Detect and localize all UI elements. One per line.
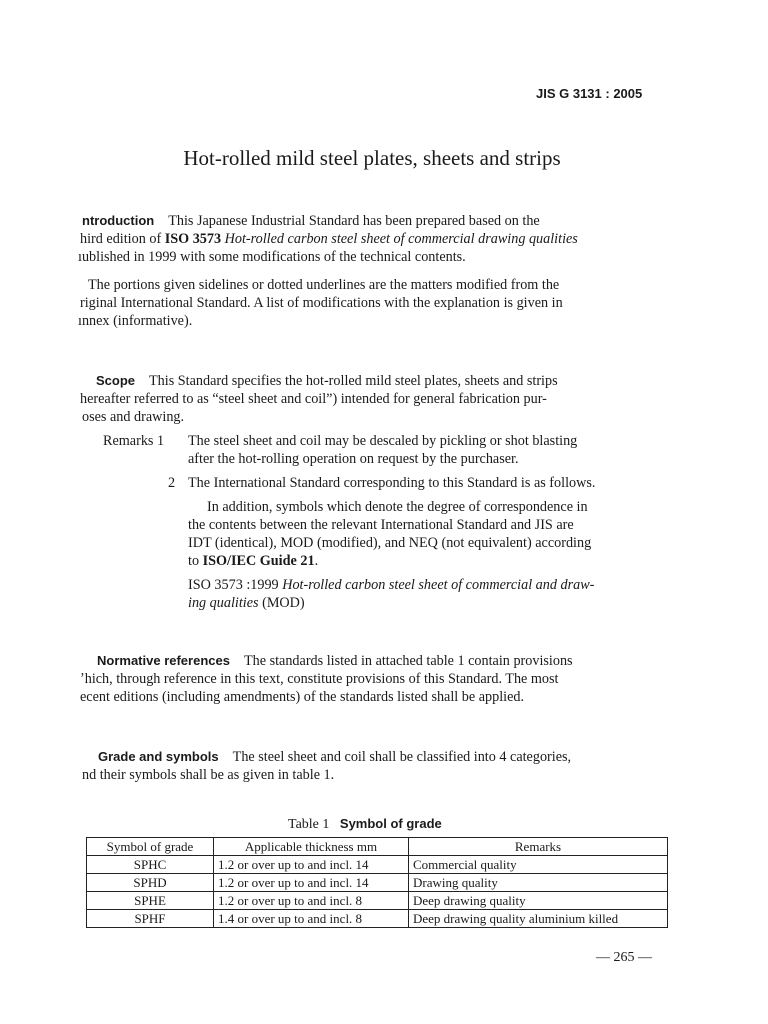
table-header-row	[87, 838, 668, 856]
cell-thickness: 1.4 or over up to and incl. 8	[214, 910, 409, 928]
cell-remarks: Deep drawing quality aluminium killed	[409, 910, 668, 928]
grade-table	[86, 837, 668, 928]
intro-p2-line-1: The portions given sidelines or dotted underlines are the matters modified from the	[88, 277, 560, 293]
iso-ref-line-1	[188, 576, 594, 594]
header-symbol: Symbol of grade	[87, 838, 214, 856]
intro-text: hird edition of	[80, 231, 165, 247]
scope-line-3: oses and drawing.	[82, 409, 185, 425]
header-thickness: Applicable thickness mm	[214, 838, 409, 856]
grades-line-2: nd their symbols shall be as given in table 1.	[82, 767, 335, 783]
intro-line-1	[82, 212, 540, 230]
scope-text: This Standard specifies the hot-rolled mild steel plates, sheets and strips	[149, 373, 558, 389]
grades-text: The steel sheet and coil shall be classified into 4 categories,	[232, 749, 572, 765]
cell-thickness: 1.2 or over up to and incl. 14	[214, 856, 409, 874]
iso-ref-title: Hot-rolled carbon steel sheet of commercial and draw-	[282, 577, 595, 593]
cell-remarks: Commercial quality	[409, 856, 668, 874]
remark2-detail-4	[188, 552, 318, 570]
remark2-detail-1: In addition, symbols which denote the degree of correspondence in	[207, 499, 588, 515]
period: .	[314, 553, 319, 569]
intro-text: This Japanese Industrial Standard has been prepared based on the	[168, 213, 540, 229]
normative-line-1	[97, 652, 573, 670]
intro-heading: ntroduction	[82, 213, 155, 228]
remark2-number: 2	[168, 475, 176, 491]
remark1-line-2: after the hot-rolling operation on request by the purchaser.	[188, 451, 519, 467]
intro-line-2	[80, 230, 578, 248]
iso-ref-line-2	[188, 594, 305, 612]
document-title: Hot-rolled mild steel plates, sheets and strips	[183, 146, 561, 170]
iso-title: Hot-rolled carbon steel sheet of commercial drawing qualities	[224, 231, 578, 247]
cell-symbol: SPHF	[87, 910, 214, 928]
cell-symbol: SPHC	[87, 856, 214, 874]
cell-remarks: Drawing quality	[409, 874, 668, 892]
remark2-detail-3: IDT (identical), MOD (modified), and NEQ (not equivalent) according	[188, 535, 592, 551]
standard-number: JIS G 3131 : 2005	[536, 86, 643, 101]
grades-heading: Grade and symbols	[98, 749, 219, 764]
intro-p2-line-3: ınnex (informative).	[78, 313, 193, 329]
cell-thickness: 1.2 or over up to and incl. 8	[214, 892, 409, 910]
table-row	[87, 910, 668, 928]
cell-thickness: 1.2 or over up to and incl. 14	[214, 874, 409, 892]
scope-line-2: hereafter referred to as “steel sheet and coil”) intended for general fabrication pur-	[80, 391, 547, 407]
normative-heading: Normative references	[97, 653, 230, 668]
normative-line-3: ecent editions (including amendments) of the standards listed shall be applied.	[80, 689, 525, 705]
normative-text: The standards listed in attached table 1 contain provisions	[243, 653, 573, 669]
table-caption-title: Symbol of grade	[339, 816, 442, 831]
table-row	[87, 874, 668, 892]
intro-p2-line-2: riginal International Standard. A list of modifications with the explanation is given in	[80, 295, 563, 311]
cell-remarks: Deep drawing quality	[409, 892, 668, 910]
cell-symbol: SPHD	[87, 874, 214, 892]
scope-line-1	[96, 372, 558, 390]
remark1-line-1: The steel sheet and coil may be descaled by pickling or shot blasting	[188, 433, 578, 449]
remark2-line: The International Standard corresponding to this Standard is as follows.	[188, 475, 596, 491]
intro-line-3: ıublished in 1999 with some modifications of the technical contents.	[78, 249, 466, 265]
table-caption-label: Table 1	[288, 817, 330, 832]
iso-guide: ISO/IEC Guide 21	[202, 553, 315, 569]
header-remarks: Remarks	[409, 838, 668, 856]
remark2-text: to	[188, 553, 203, 569]
iso-ref-title-cont: ing qualities	[188, 595, 259, 611]
table-row	[87, 892, 668, 910]
grades-line-1	[98, 748, 571, 766]
scope-heading: Scope	[96, 373, 136, 388]
remark2-detail-2: the contents between the relevant International Standard and JIS are	[188, 517, 574, 533]
iso-ref-suffix: (MOD)	[258, 595, 305, 611]
remarks-label: Remarks 1	[103, 433, 165, 449]
page-number: — 265 —	[596, 950, 652, 965]
normative-line-2: ʼhich, through reference in this text, constitute provisions of this Standard. The most	[80, 671, 559, 687]
table-caption	[288, 816, 442, 833]
iso-code: ISO 3573	[164, 231, 222, 247]
table-row	[87, 856, 668, 874]
iso-ref-code: ISO 3573 :1999	[188, 577, 283, 593]
cell-symbol: SPHE	[87, 892, 214, 910]
